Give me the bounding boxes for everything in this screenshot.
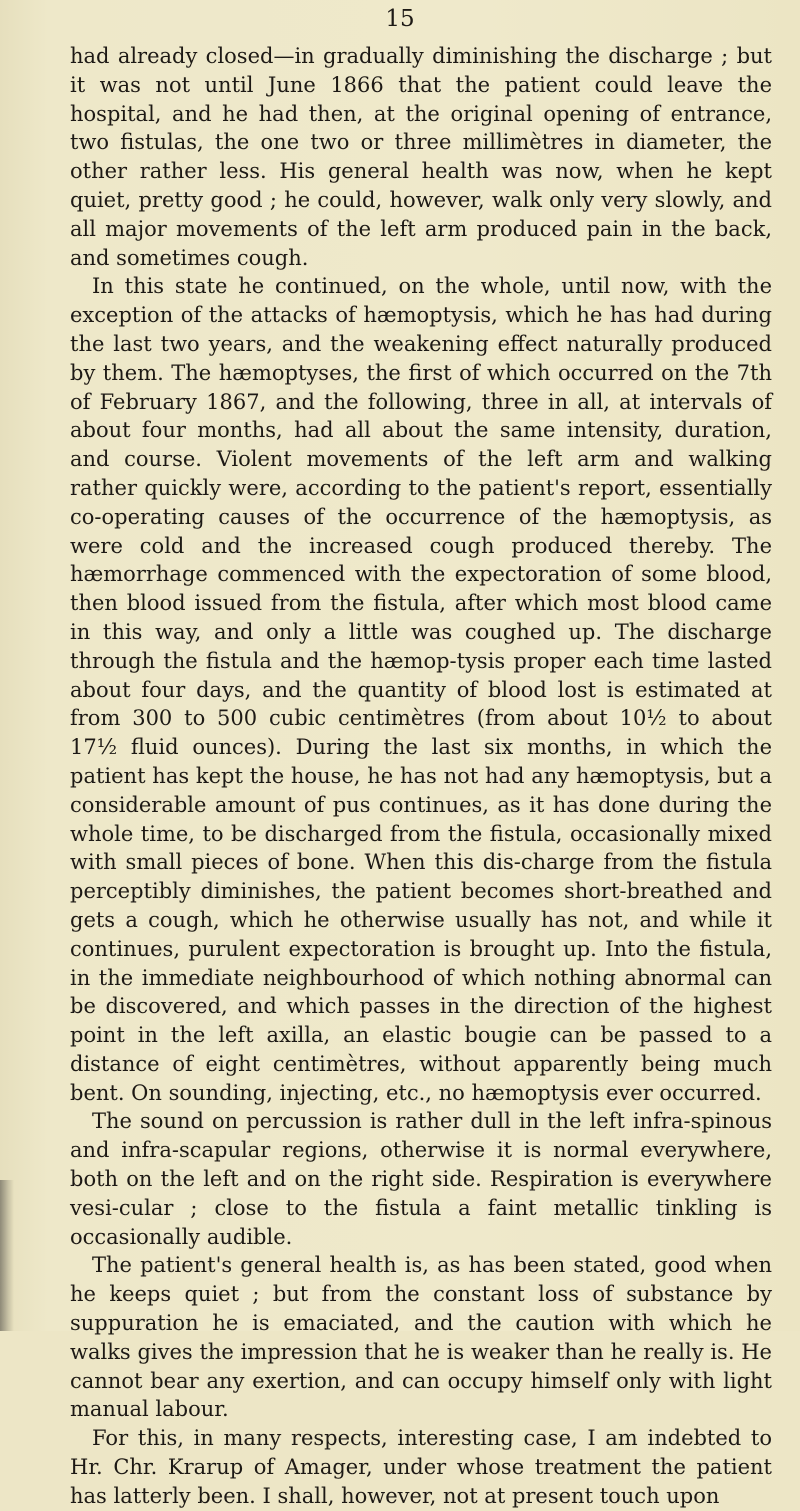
paragraph-1: had already closed—in gradually diminishing the discharge ; but it was not until June 1866 that the patient could leave the hospital, and he had then, at the original opening of entrance, two fistulas, the one two or three millimètres in diameter, the other rather less. His general health was now, when he kept quiet, pretty good ; he could, however, walk only very slowly, and all major movements of the left arm produced pain in the back, and sometimes cough.	[70, 44, 772, 270]
binding-shadow	[0, 1180, 14, 1331]
paragraph-5: For this, in many respects, interesting case, I am indebted to Hr. Chr. Krarup of Amager, under whose treatment the patient has latterly been. I shall, however, not at present touch upon	[70, 1426, 772, 1508]
paragraph-2: In this state he continued, on the whole, until now, with the exception of the attacks of hæmoptysis, which he has had during the last two years, and the weakening effect naturally produced by them. The hæmoptyses, the first of which occurred on the 7th of February 1867, and the following, three in all, at intervals of about four months, had all about the same intensity, duration, and course. Violent movements of the left arm and walking rather quickly were, according to the patient's report, essentially co-operating causes of the occurrence of the hæmoptysis, as were cold and the increased cough produced thereby. The hæmorrhage commenced with the expectoration of some blood, then blood issued from the fistula, after which most blood came in this way, and only a little was coughed up. The discharge through the fistula and the hæmop-tysis proper each time lasted about four days, and the quantity of blood lost is estimated at from 300 to 500 cubic centimètres (from about 10½ to about 17½ fluid ounces). During the last six months, in which the patient has kept the house, he has not had any hæmoptysis, but a considerable amount of pus continues, as it has done during the whole time, to be discharged from the fistula, occasionally mixed with small pieces of bone. When this dis-charge from the fistula perceptibly diminishes, the patient becomes short-breathed and gets a cough, which he otherwise usually has not, and while it continues, purulent expectoration is brought up. Into the fistula, in the immediate neighbourhood of which nothing abnormal can be discovered, and which passes in the direction of the highest point in the left axilla, an elastic bougie can be passed to a distance of eight centimètres, without apparently being much bent. On sounding, injecting, etc., no hæmoptysis ever occurred.	[70, 274, 772, 1105]
paragraph-3: The sound on percussion is rather dull in the left infra-spinous and infra-scapular regions, otherwise it is normal everywhere, both on the left and on the right side. Respiration is everywhere vesi-cular ; close to the fistula a faint metallic tinkling is occasionally audible.	[70, 1109, 772, 1249]
paragraph-4: The patient's general health is, as has been stated, good when he keeps quiet ; but from the constant loss of substance by suppuration he is emaciated, and the caution with which he walks gives the impression that he is weaker than he really is. He cannot bear any exertion, and can occupy himself only with light manual labour.	[70, 1253, 772, 1422]
body-text	[70, 42, 772, 1511]
page-number: 15	[385, 6, 415, 32]
